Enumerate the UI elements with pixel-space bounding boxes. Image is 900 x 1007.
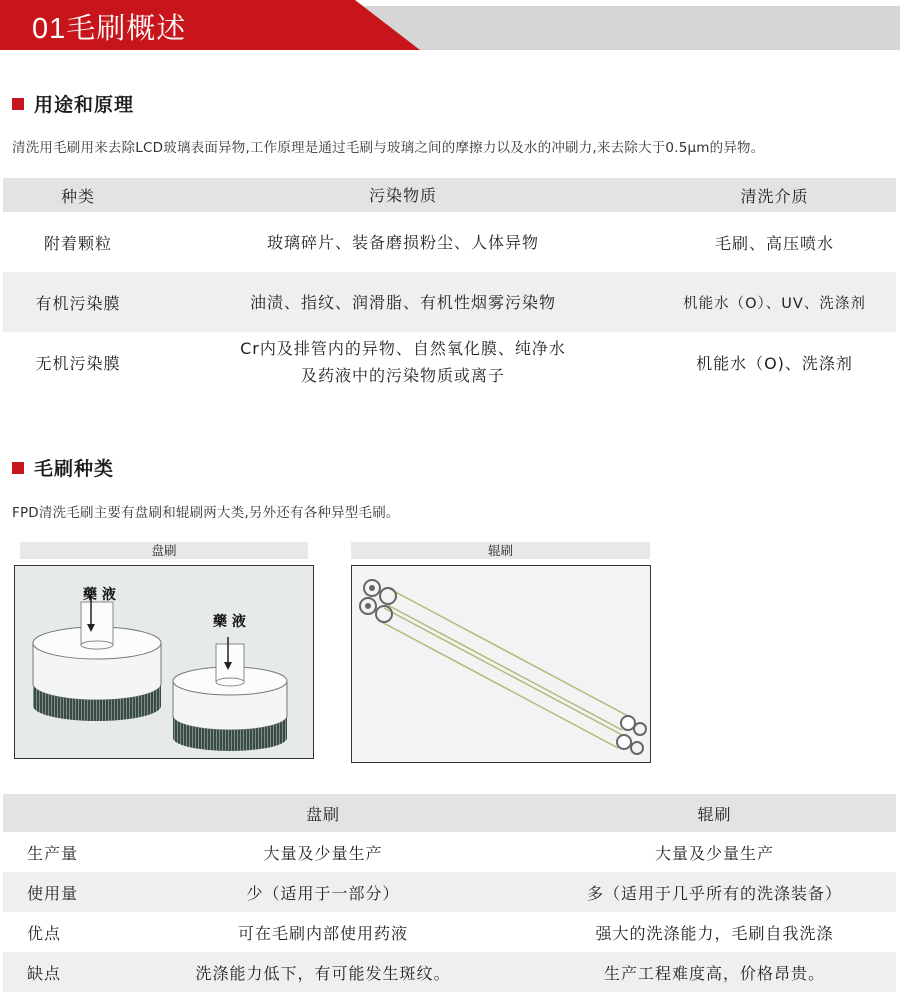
table-cell-disk: 少（适用于一部分） bbox=[246, 883, 400, 903]
table-cell-medium: 机能水（O)、洗涤剂 bbox=[696, 353, 853, 373]
table-cell-type: 附着颗粒 bbox=[43, 233, 112, 253]
section-heading-usage bbox=[12, 90, 134, 117]
table-cell-medium: 毛刷、高压喷水 bbox=[714, 233, 834, 253]
liquid-annotation: 藥 液 bbox=[83, 587, 116, 603]
table-cell-disk: 大量及少量生产 bbox=[263, 843, 383, 863]
table-cell-pollutant bbox=[153, 335, 653, 389]
table-row bbox=[3, 212, 896, 272]
brush-types-paragraph: FPD清洗毛刷主要有盘刷和辊刷两大类,另外还有各种异型毛刷。 bbox=[12, 505, 400, 521]
table-cell-disk: 洗涤能力低下，有可能发生斑纹。 bbox=[195, 963, 451, 983]
table-row bbox=[3, 332, 896, 392]
table-header-cell: 清洗介质 bbox=[740, 186, 809, 206]
table-cell-medium: 机能水（O）、UV、洗涤剂 bbox=[683, 295, 866, 312]
liquid-annotation: 藥 液 bbox=[213, 614, 246, 630]
table-cell-label: 生产量 bbox=[27, 843, 79, 863]
roller-brush-label: 辊刷 bbox=[351, 542, 650, 559]
table-cell-label: 优点 bbox=[27, 923, 62, 943]
disk-brush-image bbox=[14, 565, 314, 759]
table-cell-disk: 可在毛刷内部使用药液 bbox=[237, 923, 408, 943]
header-banner bbox=[0, 0, 900, 52]
pollutant-line: Cr内及排管内的异物、自然氧化膜、纯净水 bbox=[240, 339, 566, 358]
table-cell-type: 无机污染膜 bbox=[35, 353, 121, 373]
table-header-row bbox=[3, 794, 896, 832]
page-title: 01毛刷概述 bbox=[32, 13, 187, 45]
table-cell-pollutant bbox=[153, 289, 653, 316]
table-header-cell: 种类 bbox=[60, 186, 95, 206]
section-title: 用途和原理 bbox=[34, 94, 135, 116]
table-cell-label: 使用量 bbox=[27, 883, 79, 903]
table-cell-roller: 大量及少量生产 bbox=[654, 843, 774, 863]
table-cell-roller: 强大的洗涤能力，毛刷自我洗涤 bbox=[595, 923, 834, 943]
pollutant-line: 玻璃碎片、装备磨损粉尘、人体异物 bbox=[266, 232, 539, 252]
table-cell-roller: 多（适用于几乎所有的洗涤装备） bbox=[586, 883, 842, 903]
table-row bbox=[3, 832, 896, 872]
table-cell-pollutant bbox=[153, 229, 653, 256]
section-heading-brush-types bbox=[12, 454, 114, 481]
section-title: 毛刷种类 bbox=[34, 458, 115, 480]
table-header-cell: 辊刷 bbox=[697, 804, 732, 824]
table-header-row bbox=[3, 178, 896, 212]
table-row bbox=[3, 272, 896, 332]
pollutant-line: 及药液中的污染物质或离子 bbox=[300, 366, 505, 385]
table-header-cell: 盘刷 bbox=[305, 804, 340, 824]
roller-brush-illustration bbox=[352, 566, 650, 762]
red-square-icon bbox=[12, 462, 24, 474]
disk-brush-label: 盘刷 bbox=[20, 542, 308, 559]
table-row bbox=[3, 952, 896, 992]
disk-brush-illustration bbox=[15, 566, 313, 758]
table-row bbox=[3, 912, 896, 952]
table-cell-roller: 生产工程难度高，价格昂贵。 bbox=[603, 963, 825, 983]
roller-brush-image bbox=[351, 565, 651, 763]
table-header-cell: 污染物质 bbox=[368, 185, 437, 205]
red-square-icon bbox=[12, 98, 24, 110]
table-cell-type: 有机污染膜 bbox=[35, 293, 121, 313]
table-cell-label: 缺点 bbox=[27, 963, 62, 983]
pollution-table bbox=[3, 178, 896, 392]
brush-comparison-table bbox=[3, 794, 896, 992]
usage-paragraph: 清洗用毛刷用来去除LCD玻璃表面异物,工作原理是通过毛刷与玻璃之间的摩擦力以及水的冲刷力,来去除大于0.5μm的异物。 bbox=[12, 140, 765, 156]
pollutant-line: 油渍、指纹、润滑脂、有机性烟雾污染物 bbox=[249, 292, 556, 312]
table-row bbox=[3, 872, 896, 912]
